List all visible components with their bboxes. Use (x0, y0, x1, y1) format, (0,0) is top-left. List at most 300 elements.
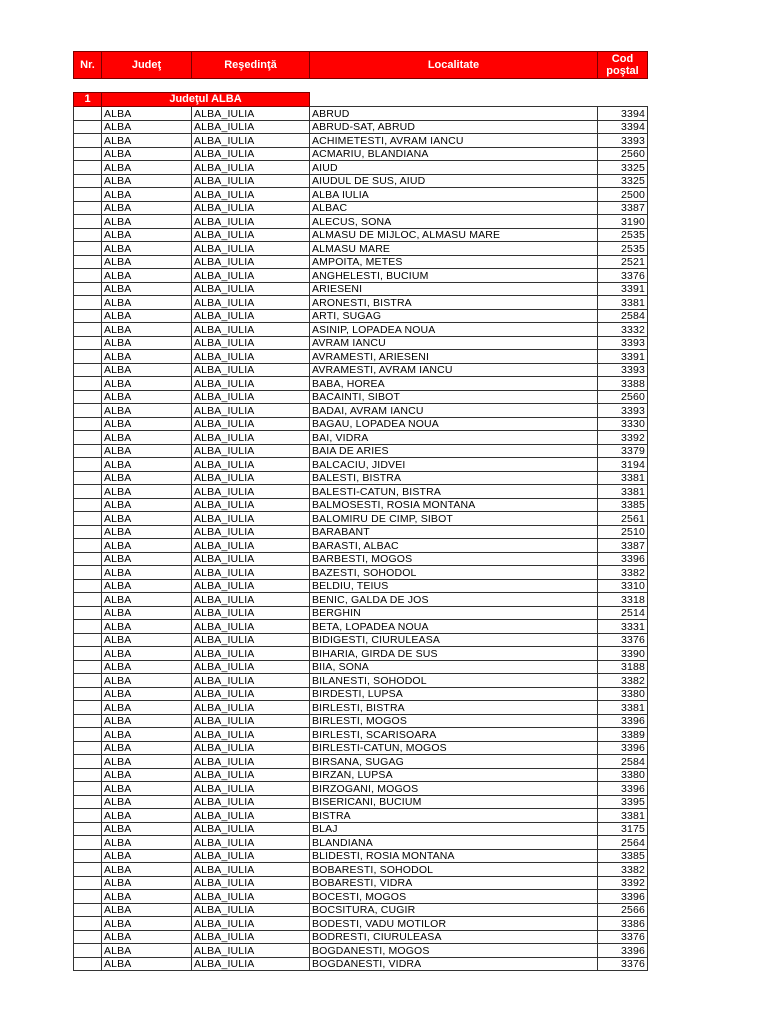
table-row (74, 903, 648, 917)
cell-judet: ALBA (102, 309, 192, 323)
cell-resedinta: ALBA_IULIA (192, 822, 310, 836)
cell-cod-postal: 2514 (598, 606, 648, 620)
cell-localitate: BALESTI-CATUN, BISTRA (310, 485, 598, 499)
cell-resedinta: ALBA_IULIA (192, 566, 310, 580)
cell-cod-postal: 3376 (598, 269, 648, 283)
table-row (74, 255, 648, 269)
table-row (74, 849, 648, 863)
cell-judet: ALBA (102, 620, 192, 634)
cell-judet: ALBA (102, 822, 192, 836)
cell-localitate: BALCACIU, JIDVEI (310, 458, 598, 472)
cell-resedinta: ALBA_IULIA (192, 593, 310, 607)
cell-localitate: ABRUD-SAT, ABRUD (310, 120, 598, 134)
cell-resedinta: ALBA_IULIA (192, 134, 310, 148)
cell-localitate: BERGHIN (310, 606, 598, 620)
header-resedinta: Reşedinţă (192, 52, 310, 79)
cell-localitate: BIRLESTI-CATUN, MOGOS (310, 741, 598, 755)
table-row (74, 458, 648, 472)
cell-judet: ALBA (102, 714, 192, 728)
cell-judet: ALBA (102, 377, 192, 391)
table-row (74, 323, 648, 337)
spreadsheet (73, 51, 647, 971)
cell-nr (74, 282, 102, 296)
cell-cod-postal: 3330 (598, 417, 648, 431)
cell-nr (74, 957, 102, 971)
cell-nr (74, 471, 102, 485)
table-row (74, 471, 648, 485)
cell-judet: ALBA (102, 903, 192, 917)
table-row (74, 795, 648, 809)
cell-resedinta: ALBA_IULIA (192, 809, 310, 823)
cell-resedinta: ALBA_IULIA (192, 174, 310, 188)
cell-nr (74, 201, 102, 215)
cell-nr (74, 242, 102, 256)
cell-judet: ALBA (102, 458, 192, 472)
cell-judet: ALBA (102, 728, 192, 742)
cell-resedinta: ALBA_IULIA (192, 633, 310, 647)
cell-localitate: BOBARESTI, VIDRA (310, 876, 598, 890)
table-row (74, 755, 648, 769)
table-row (74, 606, 648, 620)
cell-nr (74, 215, 102, 229)
cell-resedinta: ALBA_IULIA (192, 161, 310, 175)
cell-judet: ALBA (102, 255, 192, 269)
table-row (74, 566, 648, 580)
table-row (74, 498, 648, 512)
cell-resedinta: ALBA_IULIA (192, 552, 310, 566)
cell-resedinta: ALBA_IULIA (192, 296, 310, 310)
table-row (74, 201, 648, 215)
cell-resedinta: ALBA_IULIA (192, 579, 310, 593)
cell-localitate: ANGHELESTI, BUCIUM (310, 269, 598, 283)
table-row (74, 282, 648, 296)
cell-nr (74, 404, 102, 418)
cell-cod-postal: 3385 (598, 849, 648, 863)
cell-localitate: AVRAM IANCU (310, 336, 598, 350)
cell-judet: ALBA (102, 174, 192, 188)
cell-nr (74, 741, 102, 755)
table-row (74, 714, 648, 728)
cell-resedinta: ALBA_IULIA (192, 390, 310, 404)
cell-localitate: BLANDIANA (310, 836, 598, 850)
cell-localitate: BIRLESTI, MOGOS (310, 714, 598, 728)
cell-nr (74, 755, 102, 769)
cell-localitate: BARASTI, ALBAC (310, 539, 598, 553)
cell-resedinta: ALBA_IULIA (192, 417, 310, 431)
cell-judet: ALBA (102, 566, 192, 580)
cell-localitate: ALMASU MARE (310, 242, 598, 256)
table-row (74, 930, 648, 944)
cell-resedinta: ALBA_IULIA (192, 863, 310, 877)
cell-resedinta: ALBA_IULIA (192, 377, 310, 391)
table-row (74, 687, 648, 701)
cell-nr (74, 822, 102, 836)
table-row (74, 161, 648, 175)
table-row (74, 147, 648, 161)
cell-localitate: BACAINTI, SIBOT (310, 390, 598, 404)
cell-nr (74, 134, 102, 148)
cell-nr (74, 539, 102, 553)
cell-localitate: AIUDUL DE SUS, AIUD (310, 174, 598, 188)
cell-judet: ALBA (102, 363, 192, 377)
cell-localitate: BIRLESTI, SCARISOARA (310, 728, 598, 742)
cell-localitate: BARBESTI, MOGOS (310, 552, 598, 566)
cell-cod-postal: 3394 (598, 120, 648, 134)
cell-resedinta: ALBA_IULIA (192, 957, 310, 971)
cell-resedinta: ALBA_IULIA (192, 282, 310, 296)
table-row (74, 633, 648, 647)
cell-judet: ALBA (102, 390, 192, 404)
cell-localitate: ALMASU DE MIJLOC, ALMASU MARE (310, 228, 598, 242)
cell-cod-postal: 3376 (598, 957, 648, 971)
cell-resedinta: ALBA_IULIA (192, 431, 310, 445)
table-row (74, 593, 648, 607)
cell-judet: ALBA (102, 917, 192, 931)
cell-judet: ALBA (102, 444, 192, 458)
cell-localitate: BODRESTI, CIURULEASA (310, 930, 598, 944)
cell-resedinta: ALBA_IULIA (192, 674, 310, 688)
cell-localitate: BIRZAN, LUPSA (310, 768, 598, 782)
table-row (74, 377, 648, 391)
header-nr: Nr. (74, 52, 102, 79)
cell-localitate: ABRUD (310, 107, 598, 121)
cell-resedinta: ALBA_IULIA (192, 404, 310, 418)
cell-cod-postal: 3379 (598, 444, 648, 458)
cell-localitate: BODESTI, VADU MOTILOR (310, 917, 598, 931)
cell-localitate: ALBAC (310, 201, 598, 215)
cell-judet: ALBA (102, 863, 192, 877)
table-row (74, 444, 648, 458)
cell-nr (74, 606, 102, 620)
cell-judet: ALBA (102, 741, 192, 755)
cell-nr (74, 620, 102, 634)
cell-localitate: BARABANT (310, 525, 598, 539)
cell-cod-postal: 3396 (598, 741, 648, 755)
cell-cod-postal: 3391 (598, 282, 648, 296)
table-row (74, 188, 648, 202)
table-row (74, 863, 648, 877)
cell-nr (74, 525, 102, 539)
cell-cod-postal: 3382 (598, 566, 648, 580)
table-row (74, 701, 648, 715)
table-row (74, 525, 648, 539)
cell-resedinta: ALBA_IULIA (192, 687, 310, 701)
header-localitate: Localitate (310, 52, 598, 79)
table-row (74, 876, 648, 890)
cell-cod-postal: 3325 (598, 174, 648, 188)
cell-judet: ALBA (102, 282, 192, 296)
cell-cod-postal: 3190 (598, 215, 648, 229)
cell-localitate: AMPOITA, METES (310, 255, 598, 269)
table-row (74, 768, 648, 782)
cell-resedinta: ALBA_IULIA (192, 444, 310, 458)
section-number: 1 (74, 93, 102, 107)
cell-judet: ALBA (102, 201, 192, 215)
cell-judet: ALBA (102, 350, 192, 364)
cell-cod-postal: 2510 (598, 525, 648, 539)
table-row (74, 579, 648, 593)
cell-nr (74, 296, 102, 310)
cell-nr (74, 566, 102, 580)
cell-localitate: BILANESTI, SOHODOL (310, 674, 598, 688)
table-row (74, 512, 648, 526)
cell-nr (74, 930, 102, 944)
cell-cod-postal: 3382 (598, 674, 648, 688)
cell-cod-postal: 3387 (598, 539, 648, 553)
cell-judet: ALBA (102, 228, 192, 242)
cell-judet: ALBA (102, 687, 192, 701)
cell-judet: ALBA (102, 836, 192, 850)
cell-resedinta: ALBA_IULIA (192, 147, 310, 161)
cell-judet: ALBA (102, 323, 192, 337)
table-row (74, 350, 648, 364)
cell-resedinta: ALBA_IULIA (192, 228, 310, 242)
cell-judet: ALBA (102, 579, 192, 593)
cell-resedinta: ALBA_IULIA (192, 498, 310, 512)
cell-resedinta: ALBA_IULIA (192, 917, 310, 931)
cell-cod-postal: 3376 (598, 930, 648, 944)
cell-judet: ALBA (102, 539, 192, 553)
cell-judet: ALBA (102, 525, 192, 539)
cell-nr (74, 188, 102, 202)
cell-localitate: BLAJ (310, 822, 598, 836)
cell-judet: ALBA (102, 944, 192, 958)
cell-resedinta: ALBA_IULIA (192, 660, 310, 674)
cell-nr (74, 593, 102, 607)
cell-cod-postal: 3393 (598, 134, 648, 148)
cell-nr (74, 377, 102, 391)
cell-cod-postal: 3381 (598, 485, 648, 499)
cell-localitate: BAZESTI, SOHODOL (310, 566, 598, 580)
cell-resedinta: ALBA_IULIA (192, 795, 310, 809)
cell-nr (74, 701, 102, 715)
cell-nr (74, 660, 102, 674)
cell-localitate: ALECUS, SONA (310, 215, 598, 229)
cell-nr (74, 647, 102, 661)
table-row (74, 957, 648, 971)
cell-localitate: BAI, VIDRA (310, 431, 598, 445)
cell-cod-postal: 3194 (598, 458, 648, 472)
cell-cod-postal: 3396 (598, 782, 648, 796)
cell-localitate: BETA, LOPADEA NOUA (310, 620, 598, 634)
table-row (74, 363, 648, 377)
cell-nr (74, 309, 102, 323)
cell-cod-postal: 2584 (598, 755, 648, 769)
cell-resedinta: ALBA_IULIA (192, 269, 310, 283)
cell-resedinta: ALBA_IULIA (192, 525, 310, 539)
cell-cod-postal: 3393 (598, 404, 648, 418)
cell-resedinta: ALBA_IULIA (192, 188, 310, 202)
cell-resedinta: ALBA_IULIA (192, 215, 310, 229)
table-row (74, 390, 648, 404)
cell-resedinta: ALBA_IULIA (192, 309, 310, 323)
cell-nr (74, 849, 102, 863)
table-row (74, 917, 648, 931)
cell-localitate: BALOMIRU DE CIMP, SIBOT (310, 512, 598, 526)
cell-localitate: BIHARIA, GIRDA DE SUS (310, 647, 598, 661)
cell-nr (74, 809, 102, 823)
cell-cod-postal: 3381 (598, 701, 648, 715)
cell-nr (74, 161, 102, 175)
cell-nr (74, 350, 102, 364)
table-row (74, 431, 648, 445)
cell-nr (74, 863, 102, 877)
cell-nr (74, 255, 102, 269)
cell-nr (74, 417, 102, 431)
cell-nr (74, 836, 102, 850)
cell-cod-postal: 3381 (598, 471, 648, 485)
cell-cod-postal: 3380 (598, 687, 648, 701)
cell-cod-postal: 3388 (598, 377, 648, 391)
cell-judet: ALBA (102, 188, 192, 202)
cell-nr (74, 768, 102, 782)
cell-judet: ALBA (102, 606, 192, 620)
cell-localitate: AVRAMESTI, AVRAM IANCU (310, 363, 598, 377)
cell-judet: ALBA (102, 876, 192, 890)
cell-cod-postal: 3188 (598, 660, 648, 674)
cell-resedinta: ALBA_IULIA (192, 336, 310, 350)
cell-judet: ALBA (102, 431, 192, 445)
cell-judet: ALBA (102, 215, 192, 229)
cell-judet: ALBA (102, 242, 192, 256)
table-row (74, 660, 648, 674)
cell-resedinta: ALBA_IULIA (192, 458, 310, 472)
cell-resedinta: ALBA_IULIA (192, 620, 310, 634)
cell-cod-postal: 2566 (598, 903, 648, 917)
cell-resedinta: ALBA_IULIA (192, 728, 310, 742)
cell-localitate: ARTI, SUGAG (310, 309, 598, 323)
cell-cod-postal: 3392 (598, 431, 648, 445)
cell-judet: ALBA (102, 404, 192, 418)
cell-localitate: BALMOSESTI, ROSIA MONTANA (310, 498, 598, 512)
cell-cod-postal: 2500 (598, 188, 648, 202)
table-row (74, 552, 648, 566)
cell-cod-postal: 3396 (598, 890, 648, 904)
cell-cod-postal: 3396 (598, 944, 648, 958)
cell-resedinta: ALBA_IULIA (192, 255, 310, 269)
cell-cod-postal: 3382 (598, 863, 648, 877)
cell-cod-postal: 2560 (598, 390, 648, 404)
cell-nr (74, 876, 102, 890)
cell-resedinta: ALBA_IULIA (192, 701, 310, 715)
cell-cod-postal: 3389 (598, 728, 648, 742)
cell-cod-postal: 3376 (598, 633, 648, 647)
cell-judet: ALBA (102, 107, 192, 121)
cell-localitate: BIRZOGANI, MOGOS (310, 782, 598, 796)
cell-judet: ALBA (102, 552, 192, 566)
cell-localitate: ALBA IULIA (310, 188, 598, 202)
cell-cod-postal: 3393 (598, 336, 648, 350)
cell-cod-postal: 3391 (598, 350, 648, 364)
table-row (74, 741, 648, 755)
cell-localitate: BIIA, SONA (310, 660, 598, 674)
table-row (74, 228, 648, 242)
cell-judet: ALBA (102, 147, 192, 161)
cell-judet: ALBA (102, 633, 192, 647)
cell-nr (74, 512, 102, 526)
cell-cod-postal: 3390 (598, 647, 648, 661)
cell-resedinta: ALBA_IULIA (192, 350, 310, 364)
cell-resedinta: ALBA_IULIA (192, 363, 310, 377)
section-header (74, 79, 648, 107)
cell-cod-postal: 2561 (598, 512, 648, 526)
table-row (74, 822, 648, 836)
cell-nr (74, 903, 102, 917)
cell-resedinta: ALBA_IULIA (192, 242, 310, 256)
cell-nr (74, 498, 102, 512)
cell-resedinta: ALBA_IULIA (192, 782, 310, 796)
cell-localitate: BOGDANESTI, VIDRA (310, 957, 598, 971)
table-row (74, 647, 648, 661)
cell-judet: ALBA (102, 890, 192, 904)
cell-cod-postal: 3396 (598, 552, 648, 566)
cell-resedinta: ALBA_IULIA (192, 903, 310, 917)
cell-judet: ALBA (102, 809, 192, 823)
cell-judet: ALBA (102, 755, 192, 769)
table-row (74, 728, 648, 742)
cell-judet: ALBA (102, 485, 192, 499)
cell-nr (74, 390, 102, 404)
cell-nr (74, 674, 102, 688)
cell-localitate: AVRAMESTI, ARIESENI (310, 350, 598, 364)
cell-resedinta: ALBA_IULIA (192, 876, 310, 890)
cell-resedinta: ALBA_IULIA (192, 768, 310, 782)
cell-nr (74, 579, 102, 593)
cell-resedinta: ALBA_IULIA (192, 606, 310, 620)
cell-localitate: BAIA DE ARIES (310, 444, 598, 458)
cell-resedinta: ALBA_IULIA (192, 944, 310, 958)
section-title: Judeţul ALBA (102, 93, 310, 107)
table-row (74, 417, 648, 431)
cell-judet: ALBA (102, 782, 192, 796)
cell-cod-postal: 2535 (598, 228, 648, 242)
cell-resedinta: ALBA_IULIA (192, 836, 310, 850)
table-row (74, 809, 648, 823)
cell-nr (74, 552, 102, 566)
cell-cod-postal: 3385 (598, 498, 648, 512)
cell-cod-postal: 2564 (598, 836, 648, 850)
cell-localitate: BLIDESTI, ROSIA MONTANA (310, 849, 598, 863)
cell-cod-postal: 3332 (598, 323, 648, 337)
cell-judet: ALBA (102, 647, 192, 661)
table-row (74, 782, 648, 796)
cell-nr (74, 120, 102, 134)
table-row (74, 120, 648, 134)
cell-resedinta: ALBA_IULIA (192, 647, 310, 661)
cell-cod-postal: 3387 (598, 201, 648, 215)
cell-cod-postal: 3331 (598, 620, 648, 634)
cell-cod-postal: 3392 (598, 876, 648, 890)
cell-cod-postal: 2584 (598, 309, 648, 323)
cell-cod-postal: 3381 (598, 809, 648, 823)
cell-judet: ALBA (102, 957, 192, 971)
cell-localitate: BALESTI, BISTRA (310, 471, 598, 485)
cell-nr (74, 458, 102, 472)
postal-code-table (73, 51, 648, 971)
cell-judet: ALBA (102, 471, 192, 485)
cell-resedinta: ALBA_IULIA (192, 323, 310, 337)
cell-localitate: ACMARIU, BLANDIANA (310, 147, 598, 161)
table-row (74, 620, 648, 634)
cell-nr (74, 431, 102, 445)
cell-cod-postal: 3396 (598, 714, 648, 728)
header-cod-postal: Cod poştal (598, 52, 648, 79)
cell-nr (74, 336, 102, 350)
cell-nr (74, 714, 102, 728)
cell-localitate: AIUD (310, 161, 598, 175)
cell-resedinta: ALBA_IULIA (192, 471, 310, 485)
cell-judet: ALBA (102, 161, 192, 175)
